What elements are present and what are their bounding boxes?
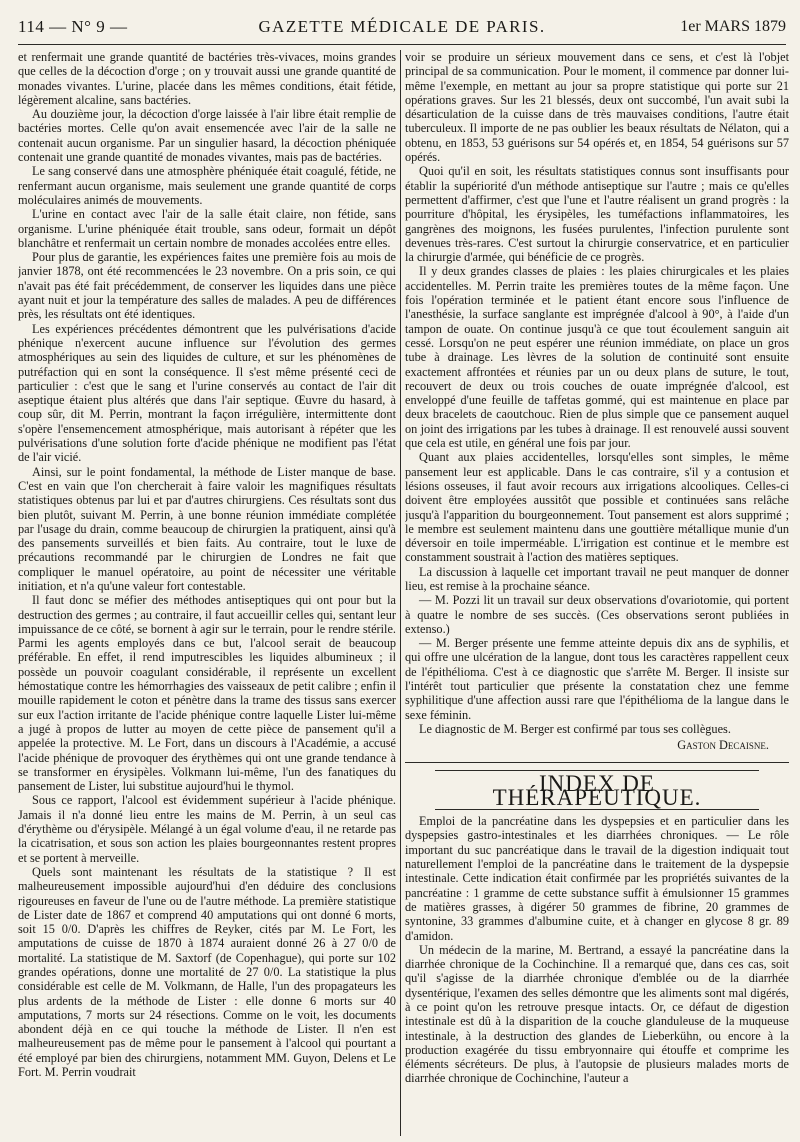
- paragraph: Un médecin de la marine, M. Bertrand, a essayé la pancréatine dans la diarrhée chronique de la Cochinchine. Il a remarqué que, dans ces cas, soit qu'il s'agisse de la diarrhée chronique d'emblée ou de la diarrhée dysentérique, l'examen des selles démontre que les aliments sont mal digérés, à ce point qu'on les retrouve presque intacts. Or, ce défaut de digestion intestinale est dû à la disparition de la couche glanduleuse de la muqueuse intestinale, à la destruction des glandes de Lieberkühn, ou encore à la production exagérée du tissu embryonnaire qui étouffe et comprime les éléments sécréteurs. De plus, à l'autopsie de plusieurs malades morts de diarrhée chronique de Cochinchine, l'auteur a: [405, 942, 789, 1086]
- journal-title: GAZETTE MÉDICALE DE PARIS.: [258, 17, 546, 36]
- issue-date: 1er MARS 1879: [680, 18, 786, 35]
- paragraph: Il faut donc se méfier des méthodes antiseptiques qui ont pour but la destruction des germes ; au contraire, il faut accueillir celles qui, sentant leur impuissance de ce côté, se bornent à agir sur le terrain, pour le rendre stérile. Parmi les agents employés dans ce but, l'alcool serait de beaucoup préférable. En effet, il rend imputrescibles les liquides albumineux ; il possède un pouvoir coagulant considérable, il représente un excellent hémostatique contre les hémorrhagies des vaisseaux de petit calibre ; enfin il mouille rapidement le coton et pénètre dans la trame des tissus sans exercer sur eux l'action irritante de l'acide phénique contre laquelle Lister lui-même a jugé à propos de lutter au moyen de cette pièce de pansement qu'il a appelée la protective. M. Le Fort, dans un discours à l'Académie, a accusé l'acide phénique de provoquer des érythèmes qui ont une grande tendance à se transformer en érysipèles. Volkmann lui-même, l'un des fanatiques du pansement de Lister, lui substitue aujourd'hui le thymol.: [18, 593, 396, 794]
- section-title: INDEX DE THÉRAPEUTIQUE.: [435, 770, 759, 811]
- paragraph: Ainsi, sur le point fondamental, la méthode de Lister manque de base. C'est en vain que l'on chercherait à faire valoir les magnifiques résultats statistiques obtenus par lui et par d'autres chirurgiens. Ces résultats sont dus bien plutôt, suivant M. Perrin, à une bonne réunion immédiate complétée par l'usage du drain, comme beaucoup de chirurgien la pratiquent, ainsi qu'à des pansements surveillés et bien faits. Au contraire, tout le luxe de précautions recommandé par le chirurgien de Londres ne fait que compliquer le manuel opératoire, au point de nécessiter une véritable initiation, et n'a qu'une valeur fort contestable.: [18, 464, 396, 593]
- paragraph: — M. Berger présente une femme atteinte depuis dix ans de syphilis, et qui offre une ulcération de la langue, dont tous les caractères rappellent ceux de l'épithélioma. C'est à ce diagnostic que s'arrête M. Berger. Il insiste sur l'intérêt tout particulier que présente la constatation chez une femme syphilitique d'une affection aussi rare que l'épithélioma de la langue dans le sexe féminin.: [405, 636, 789, 722]
- paragraph: Il y deux grandes classes de plaies : les plaies chirurgicales et les plaies accidentelles. M. Perrin traite les premières toutes de la même façon. Une fois l'opération terminée et le patient étant encore sous l'influence de l'anesthésie, la surface sanglante est imprégnée d'alcool à 90°, à l'aide d'un tampon de ouate. On continue jusqu'à ce que tout écoulement sanguin ait cessé. Lorsqu'on ne peut espérer une réunion immédiate, on place un gros tube à drainage. Les lèvres de la solution de continuité sont ensuite exactement affrontées et réunies par un ou deux plans de suture, le tout, recouvert de deux ou trois couches de ouate imprégnée d'alcool, est enveloppé d'une feuille de taffetas gommé, qui est maintenue en place par deux bracelets de caoutchouc. Rien de plus simple que ce pansement auquel on joint des irrigations par les tubes à drainage. Il est renouvelé aussi souvent que cela est utile, en général une fois par jour.: [405, 264, 789, 451]
- paragraph: voir se produire un sérieux mouvement dans ce sens, et c'est là l'objet principal de sa communication. Pour le moment, il commence par donner lui-même l'exemple, en mettant au jour sa propre statistique qui porte sur 21 opérations graves. Sur les 21 blessés, deux ont succombé, l'un avait subi la désarticulation de la cuisse dans de très mauvaises conditions, l'autre était tuberculeux. Il importe de ne pas oublier les beaux résultats de Nélaton, qui a obtenu, en 1853, 53 guérisons sur 54 opérés et, en 1854, 54 guérisons sur 57 opérés.: [405, 50, 789, 165]
- paragraph: Emploi de la pancréatine dans les dyspepsies et en particulier dans les dyspepsies gastro-intestinales et les diarrhées chroniques. — Le rôle important du suc pancréatique dans le travail de la digestion indiquait tout naturellement l'emploi de la pancréatine dans le traitement de la dyspepsie intestinale. Cette indication était confirmée par les propriétés suivantes de la pancréatine : 1 gramme de cette substance suffit à émulsionner 15 grammes de matières grasses, à digérer 50 grammes de fibrine, 20 grammes de syntonine, 33 grammes d'albumine cuite, et à changer en glycose 8 gr. 89 d'amidon.: [405, 814, 789, 943]
- paragraph: Pour plus de garantie, les expériences faites une première fois au mois de janvier 1878, ont été recommencées le 23 novembre. On a pris soin, ce qui n'avait pas été fait précédemment, de conserver les liquides dans une pièce ayant nuit et jour la température des salles de malades. A peu de différences près, les résultats ont été identiques.: [18, 250, 396, 322]
- paragraph: Au douzième jour, la décoction d'orge laissée à l'air libre était remplie de bactéries mortes. Celle qu'on avait ensemencée avec l'air de la salle ne contenait aucun organisme. Par un singulier hasard, la décoction phéniquée contenait une grande quantité de monades vivantes, mais pas de bactéries.: [18, 107, 396, 165]
- paragraph: Sous ce rapport, l'alcool est évidemment supérieur à l'acide phénique. Jamais il n'a donné lieu entre les mains de M. Perrin, à un seul cas d'érythème ou d'érysipèle. Mélangé à un égal volume d'eau, il ne retarde pas la cicatrisation, et sous son action les plaies bourgeonnantes restent propres et se portent à merveille.: [18, 793, 396, 865]
- author-signature: Gaston Decaisne.: [677, 738, 769, 753]
- paragraph: Quant aux plaies accidentelles, lorsqu'elles sont simples, le même pansement leur est applicable. Dans le cas contraire, s'il y a contusion et lésions osseuses, il faut avoir recours aux irrigations alcooliques. Celles-ci doivent être employées aussitôt que possible et continuées sans relâche jusqu'à l'apparition du bourgeonnement. Tout pansement est alors supprimé ; le membre est seulement maintenu dans une gouttière métallique munie d'un déversoir en toile imperméable. L'irrigation est continue et le membre est constamment soustrait à l'action des matières septiques.: [405, 450, 789, 565]
- paragraph: Quoi qu'il en soit, les résultats statistiques connus sont insuffisants pour établir la supériorité d'un méthode antiseptique sur l'autre ; mais ce qu'elles permettent d'affirmer, c'est que l'une et l'autre réalisent un grand progrès : la pourriture d'hôpital, les érysipèles, les tuméfactions inflammatoires, les gangrènes des moignons, les fusées purulentes, l'infection purulente sont devenues très-rares. C'est surtout la chirurgie conservatrice, et en particulier la chirurgie d'armée, qui bénéficie de ce progrès.: [405, 164, 789, 265]
- running-header: [18, 10, 786, 45]
- page-number: 114 — N° 9 —: [18, 17, 128, 36]
- paragraph: — M. Pozzi lit un travail sur deux observations d'ovariotomie, qui portent à quatre le nombre de ses succès. (Ces observations seront publiées in extenso.): [405, 593, 789, 636]
- section-rule: [405, 762, 789, 763]
- paragraph: Quels sont maintenant les résultats de la statistique ? Il est malheureusement impossible aujourd'hui d'en déduire des conclusions rigoureuses en faveur de l'une ou de l'autre méthode. La première statistique de Lister date de 1867 et comprend 40 amputations qui ont donné 6 morts, soit 15 0/0. D'après les chiffres de Reyker, cités par M. Le Fort, les amputations de cuisse de 1870 à 1874 auraient donné 26 à 27 0/0 de mortalité. La statistique de M. Saxtorf (de Copenhague), qui porte sur 102 grandes opérations, donne une mortalité de 27 0/0. La statistique la plus considérable est celle de M. Volkmann, de Halle, l'un des propagateurs les plus ardents de la méthode de Lister : elle donne 6 morts sur 40 amputations, 7 morts sur 24 résections. Comme on le voit, les documents abondent déjà en ce qui touche la méthode de Lister. Il n'en est malheureusement pas de même pour le pansement à l'alcool qui pourtant a été employé par bien des chirurgiens, notamment MM. Guyon, Delens et Le Fort. M. Perrin voudrait: [18, 864, 396, 1080]
- right-column: [405, 50, 789, 1136]
- left-column: [18, 50, 396, 1136]
- paragraph: Le sang conservé dans une atmosphère phéniquée était coagulé, fétide, ne renfermant aucun organisme, mais seulement une grande quantité de corps moléculaires animés de mouvements.: [18, 164, 396, 207]
- paragraph: L'urine en contact avec l'air de la salle était claire, non fétide, sans organisme. L'urine phéniquée était trouble, sans odeur, formait un dépôt blanchâtre et renfermait un certain nombre de monades accolées entre elles.: [18, 207, 396, 250]
- paragraph: et renfermait une grande quantité de bactéries très-vivaces, moins grandes que celles de la décoction d'orge ; on y trouvait aussi une grande quantité de monades vivantes. L'urine, placée dans les mêmes conditions, était fétide, légèrement alcaline, sans bactéries.: [18, 50, 396, 107]
- paragraph: Le diagnostic de M. Berger est confirmé par tous ses collègues.: [419, 721, 731, 736]
- paragraph: Les expériences précédentes démontrent que les pulvérisations d'acide phénique n'exercent aucune influence sur l'évolution des germes atmosphériques au sein des liquides de culture, et sur les phénomènes de putréfaction qui en sont la conséquence. Il s'est même présenté ceci de particulier : c'est que le sang et l'urine conservés au contact de l'air dit aseptique étaient plus altérés que dans l'air septique. Œuvre du hasard, à coup sûr, dit M. Perrin, montrant la façon irrégulière, intermittente dont s'opère l'ensemencement atmosphérique, mais autorisant à répéter que les pulvérisations d'une solution forte d'acide phénique ne modifient pas l'état de l'air vicié.: [18, 321, 396, 465]
- paragraph: La discussion à laquelle cet important travail ne peut manquer de donner lieu, est remise à la prochaine séance.: [405, 564, 789, 593]
- column-divider: [400, 50, 401, 1136]
